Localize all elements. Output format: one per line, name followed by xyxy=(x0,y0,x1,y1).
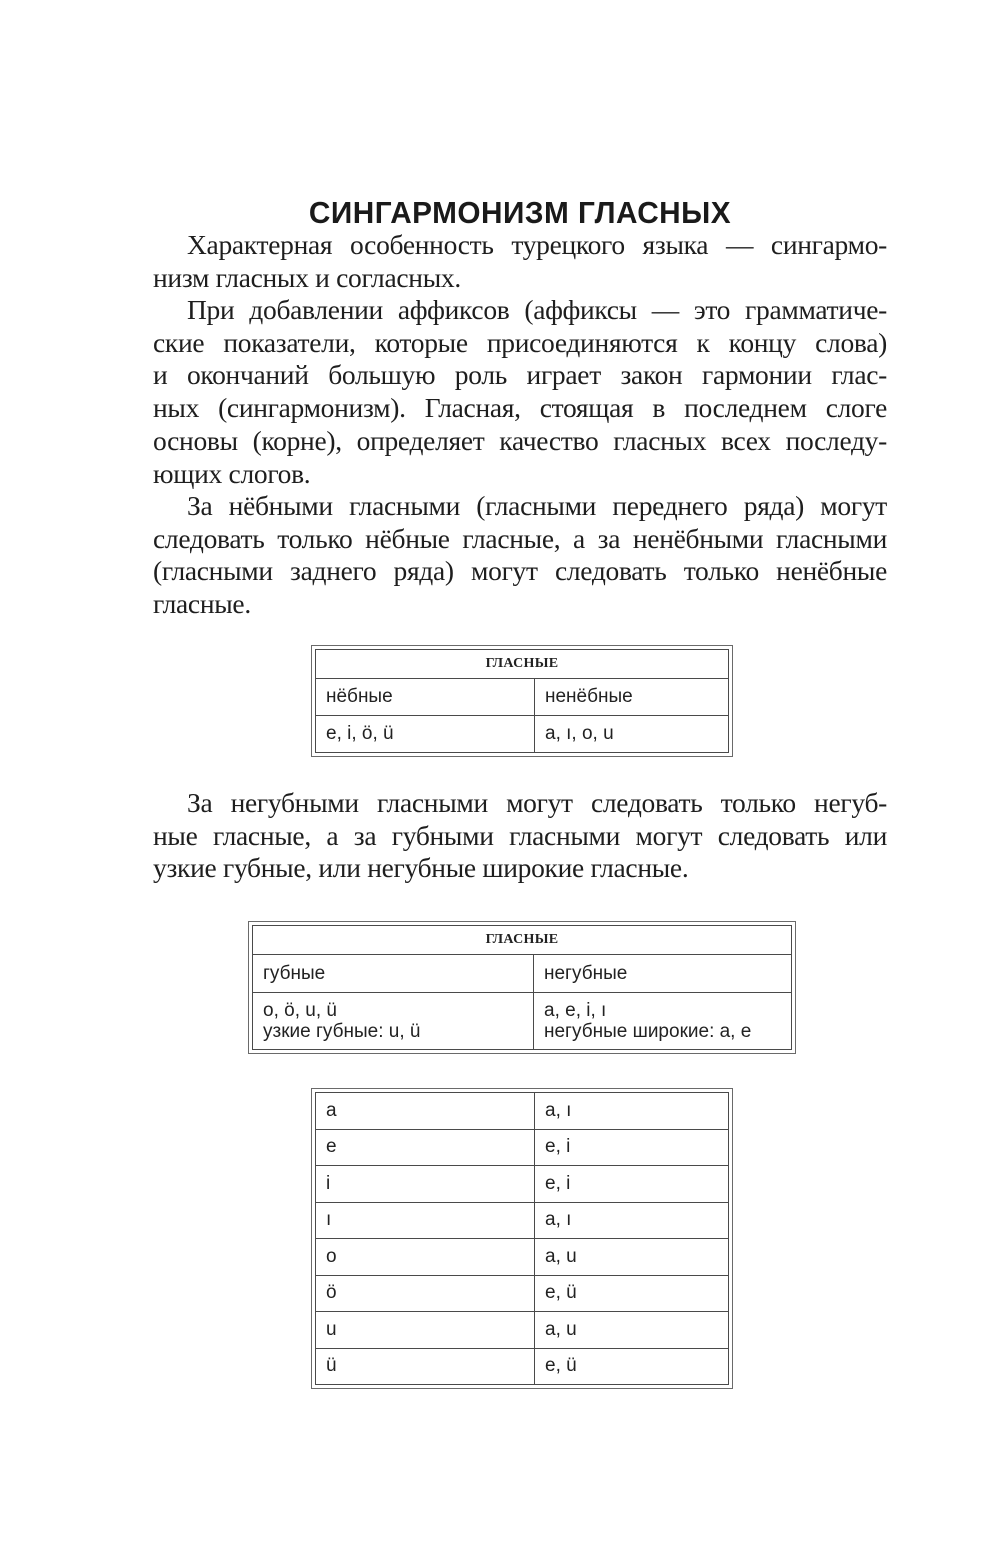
table-cell: a xyxy=(316,1093,535,1130)
table-cell: e, ü xyxy=(535,1348,729,1385)
table-cell: e, i, ö, ü xyxy=(316,716,535,753)
paragraph-affixes xyxy=(153,294,887,490)
table-cell: e, ü xyxy=(535,1275,729,1312)
column-label-nonlabial: негубные xyxy=(534,955,792,993)
cell-line: узкие губные: u, ü xyxy=(263,1021,421,1042)
table-cell: ı xyxy=(316,1202,535,1239)
text-line: гласные. xyxy=(153,588,251,620)
table-palatal-vowels xyxy=(311,645,733,757)
table-row xyxy=(253,993,792,1050)
text-line: ные гласные, а за губными гласными могут следовать или xyxy=(153,819,887,851)
table-vowel-harmony xyxy=(311,1088,733,1389)
table-cell xyxy=(253,993,534,1050)
table-cell: a, u xyxy=(535,1239,729,1276)
table-row xyxy=(316,1093,729,1130)
table-cell xyxy=(534,993,792,1050)
table-cell: a, ı xyxy=(535,1093,729,1130)
table-row xyxy=(316,1129,729,1166)
table-cell: a, ı xyxy=(535,1202,729,1239)
table-cell: e, i xyxy=(535,1166,729,1203)
text-line: За негубными гласными могут следовать только негуб- xyxy=(187,787,887,818)
table-row xyxy=(316,1275,729,1312)
table-cell: ü xyxy=(316,1348,535,1385)
table-row xyxy=(316,1202,729,1239)
table-cell: i xyxy=(316,1166,535,1203)
table-labial-vowels xyxy=(248,921,796,1054)
paragraph-intro xyxy=(153,229,887,294)
text-line: узкие губные, или негубные широкие гласные. xyxy=(153,852,689,884)
table-cell: e xyxy=(316,1129,535,1166)
table-cell: a, u xyxy=(535,1312,729,1349)
table-row xyxy=(316,1348,729,1385)
cell-line: негубные широкие: a, e xyxy=(544,1021,752,1042)
table-cell: e, i xyxy=(535,1129,729,1166)
cell-line: a, e, i, ı xyxy=(544,1000,607,1021)
column-label-nonpalatal: ненёбные xyxy=(535,679,729,716)
table-header: ГЛАСНЫЕ xyxy=(316,650,729,679)
table-row xyxy=(316,716,729,753)
text-line: основы (корне), определяет качество гласных всех последу- xyxy=(153,424,887,456)
table-cell: a, ı, o, u xyxy=(535,716,729,753)
cell-line: o, ö, u, ü xyxy=(263,1000,337,1021)
paragraph-palatal xyxy=(153,490,887,621)
table-header: ГЛАСНЫЕ xyxy=(253,926,792,955)
text-line: Характерная особенность турецкого языка — сингармо- xyxy=(187,229,887,260)
text-line: ющих слогов. xyxy=(153,457,311,489)
table-cell: ö xyxy=(316,1275,535,1312)
paragraph-labial xyxy=(153,787,887,885)
text-line: При добавлении аффиксов (аффиксы — это грамматиче- xyxy=(187,294,887,325)
page-title: СИНГАРМОНИЗМ ГЛАСНЫХ xyxy=(308,194,732,230)
table-row xyxy=(316,1312,729,1349)
table-cell: o xyxy=(316,1239,535,1276)
text-line: и окончаний большую роль играет закон гармонии глас- xyxy=(153,359,887,391)
text-line: (гласными заднего ряда) могут следовать только ненёбные xyxy=(153,555,887,587)
table-row xyxy=(316,1166,729,1203)
table-row xyxy=(316,1239,729,1276)
text-line: низм гласных и согласных. xyxy=(153,261,461,293)
column-label-palatal: нёбные xyxy=(316,679,535,716)
text-line: За нёбными гласными (гласными переднего ряда) могут xyxy=(187,490,887,521)
text-line: ных (сингармонизм). Гласная, стоящая в последнем слоге xyxy=(153,392,887,424)
column-label-labial: губные xyxy=(253,955,534,993)
text-line: ские показатели, которые присоединяются к концу слова) xyxy=(153,326,887,358)
text-line: следовать только нёбные гласные, а за ненёбными гласными xyxy=(153,522,887,554)
table-cell: u xyxy=(316,1312,535,1349)
